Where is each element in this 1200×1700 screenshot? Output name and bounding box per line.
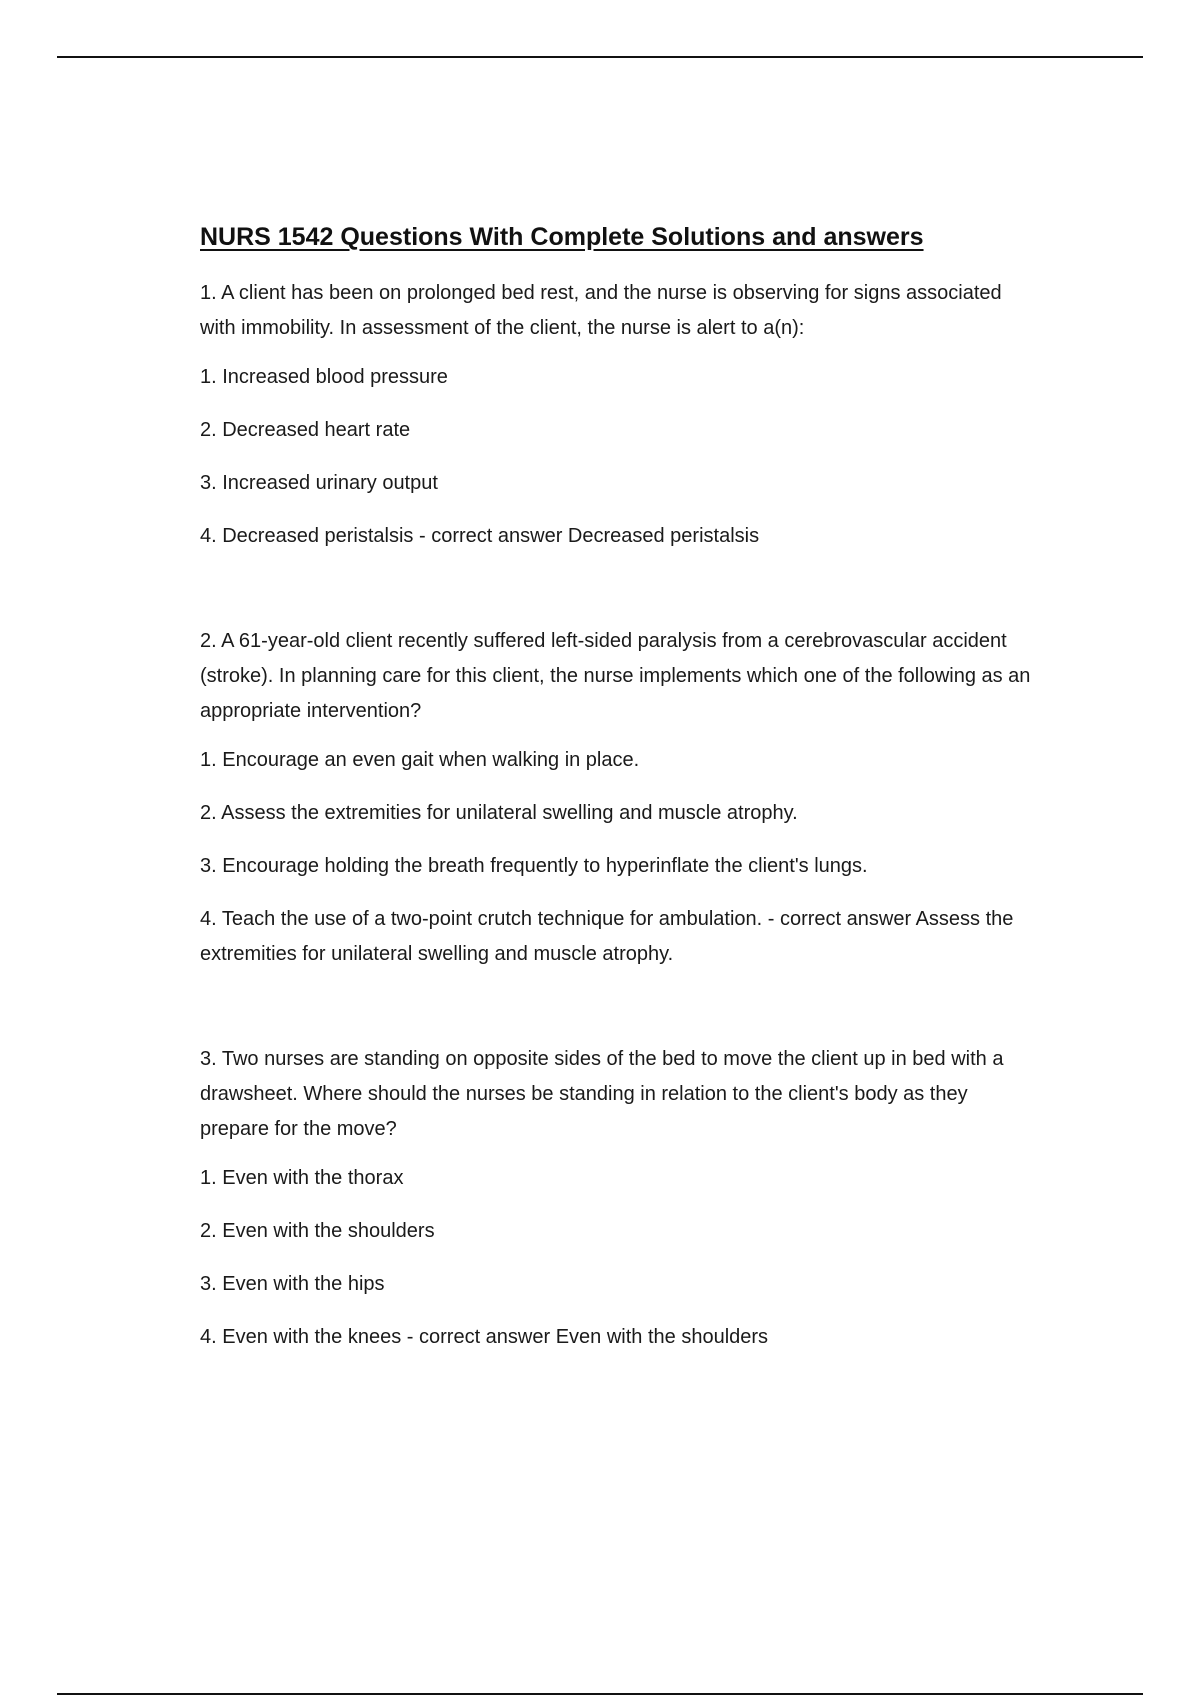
question-2 bbox=[200, 624, 1040, 972]
answer-option: 4. Teach the use of a two-point crutch technique for ambulation. - correct answer Assess the extremities for unilateral swelling and muscle atrophy. bbox=[200, 908, 1014, 965]
question-text: 1. A client has been on prolonged bed rest, and the nurse is observing for signs associated with immobility. In assessment of the client, the nurse is alert to a(n): bbox=[200, 282, 1002, 339]
answer-option: 1. Encourage an even gait when walking in place. bbox=[200, 749, 640, 771]
document-body bbox=[200, 222, 1040, 1355]
question-3 bbox=[200, 1042, 1040, 1355]
answer-option: 3. Increased urinary output bbox=[200, 472, 438, 494]
question-text: 3. Two nurses are standing on opposite sides of the bed to move the client up in bed with a drawsheet. Where should the nurses be standing in relation to the client's body as they prepare for the move? bbox=[200, 1048, 1004, 1140]
question-text: 2. A 61-year-old client recently suffered left-sided paralysis from a cerebrovascular accident (stroke). In planning care for this client, the nurse implements which one of the following as an appropriate intervention? bbox=[200, 630, 1031, 722]
answer-option: 2. Even with the shoulders bbox=[200, 1220, 435, 1242]
answer-option: 1. Increased blood pressure bbox=[200, 366, 448, 388]
answer-option: 4. Decreased peristalsis - correct answer Decreased peristalsis bbox=[200, 525, 760, 547]
answer-option: 4. Even with the knees - correct answer Even with the shoulders bbox=[200, 1326, 769, 1348]
bottom-rule bbox=[57, 1693, 1143, 1695]
top-rule bbox=[57, 56, 1143, 58]
answer-option: 1. Even with the thorax bbox=[200, 1167, 404, 1189]
answer-option: 2. Assess the extremities for unilateral swelling and muscle atrophy. bbox=[200, 802, 798, 824]
answer-option: 2. Decreased heart rate bbox=[200, 419, 411, 441]
document-title: NURS 1542 Questions With Complete Solutions and answers bbox=[200, 223, 924, 251]
answer-option: 3. Encourage holding the breath frequently to hyperinflate the client's lungs. bbox=[200, 855, 868, 877]
answer-option: 3. Even with the hips bbox=[200, 1273, 385, 1295]
question-1 bbox=[200, 276, 1040, 554]
